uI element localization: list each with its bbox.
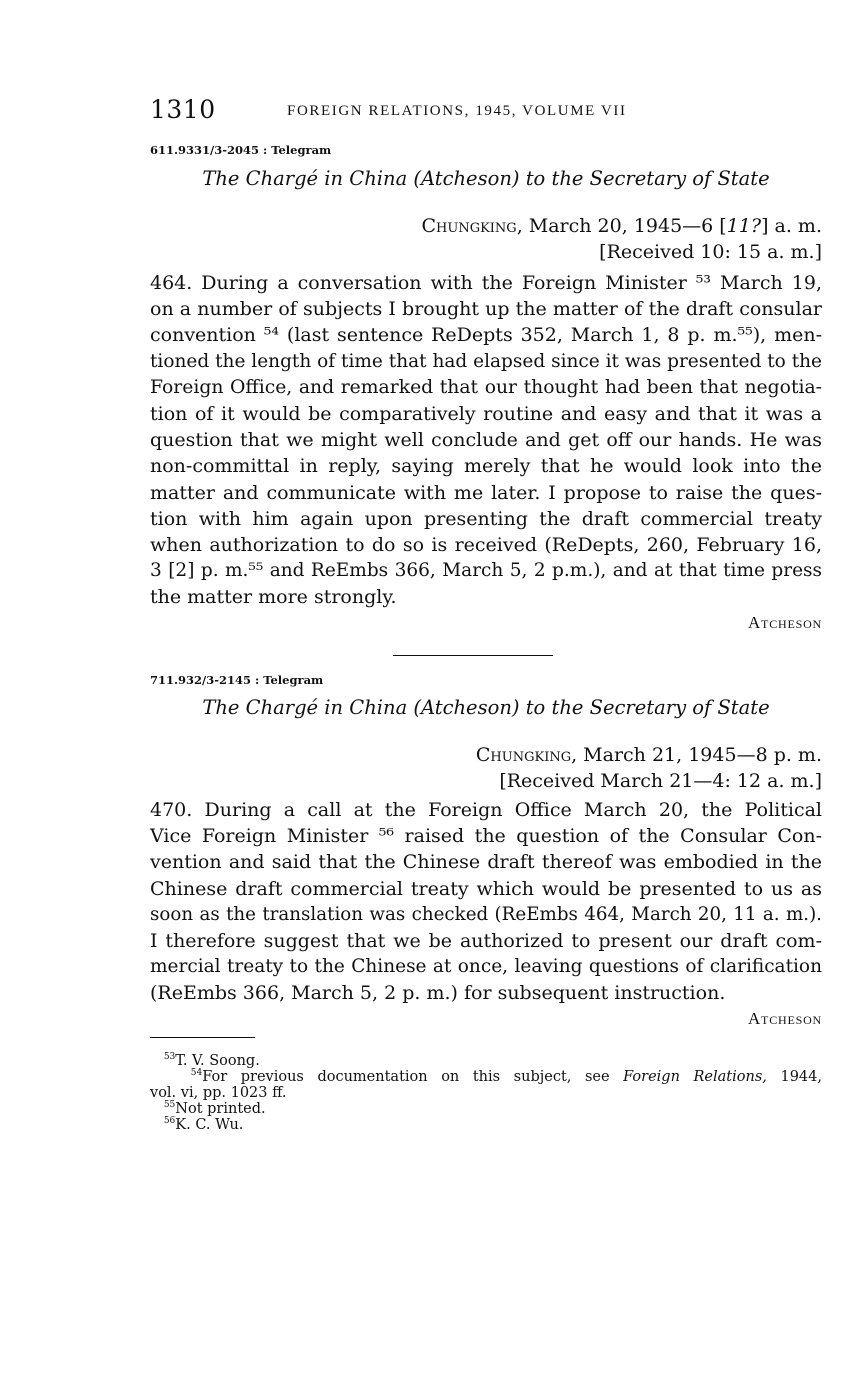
doc2-file-ref: 711.932/3-2145 : Telegram	[150, 673, 324, 687]
doc1-line: Foreign Office, and remarked that our thought had been that negotia-	[150, 376, 822, 398]
doc1-line: 464. During a conversation with the Foreign Minister ⁵³ March 19,	[150, 272, 822, 294]
doc1-file-ref: 611.9331/3-2045 : Telegram	[150, 143, 332, 157]
doc1-body	[150, 270, 822, 611]
doc2-dateline-place: Chungking	[475, 744, 572, 766]
doc1-dateline-query: 11?	[726, 215, 762, 237]
footnote-55	[150, 1101, 822, 1117]
doc2-line: soon as the translation was checked (ReEmbs 464, March 20, 11 a. m.).	[150, 903, 822, 925]
footnote-54-year: 1944,	[766, 1069, 822, 1085]
running-head: FOREIGN RELATIONS, 1945, VOLUME VII	[287, 103, 627, 119]
doc2-title: The Chargé in China (Atcheson) to the Secretary of State	[202, 696, 770, 719]
doc2-line: vention and said that the Chinese draft thereof was embodied in the	[150, 851, 822, 874]
doc1-received: [Received 10: 15 a. m.]	[599, 241, 822, 263]
doc1-line: convention ⁵⁴ (last sentence ReDepts 352, March 1, 8 p. m.⁵⁵), men-	[150, 324, 822, 347]
doc1-line: question that we might well conclude and get off our hands. He was	[150, 429, 822, 452]
doc1-line: 3 [2] p. m.⁵⁵ and ReEmbs 366, March 5, 2 p.m.), and at that time press	[150, 560, 822, 582]
doc1-line: tion with him again upon presenting the draft commercial treaty	[150, 507, 822, 530]
footnote-55-text: Not printed.	[175, 1101, 266, 1117]
doc1-dateline	[421, 213, 822, 239]
doc1-line: when authorization to do so is received (ReDepts, 260, February 16,	[150, 534, 822, 557]
footnote-54-continued: vol. vi, pp. 1023 ff.	[150, 1085, 287, 1101]
doc1-title: The Chargé in China (Atcheson) to the Secretary of State	[202, 167, 770, 190]
doc2-line: mercial treaty to the Chinese at once, leaving questions of clarification	[150, 956, 822, 978]
page-number: 1310	[150, 95, 216, 124]
doc1-line: non-committal in reply, saying merely that he would look into the	[150, 455, 822, 478]
doc2-dateline	[476, 742, 822, 768]
doc2-received: [Received March 21—4: 12 a. m.]	[499, 770, 822, 792]
footnote-54-mark: 54	[190, 1068, 203, 1079]
footnote-53-text: T. V. Soong.	[175, 1053, 260, 1069]
footnote-56-text: K. C. Wu.	[175, 1117, 244, 1133]
footnote-54	[150, 1069, 822, 1085]
doc2-line: Chinese draft commercial treaty which would be presented to us as	[150, 877, 822, 900]
doc2-dateline-date: , March 21, 1945—8 p. m.	[571, 744, 822, 766]
footnote-55-mark: 55	[163, 1100, 176, 1111]
doc2-signature: Atcheson	[747, 1009, 822, 1028]
doc2-line: 470. During a call at the Foreign Office March 20, the Political	[150, 799, 822, 821]
doc1-dateline-date: , March 20, 1945—6 [	[516, 215, 727, 237]
doc1-line: tioned the length of time that had elapsed since it was presented to the	[150, 350, 822, 372]
doc1-line: matter and communicate with me later. I propose to raise the ques-	[150, 481, 822, 504]
footnote-54-italic: Foreign Relations,	[623, 1069, 767, 1085]
section-divider	[393, 655, 553, 656]
page-header	[150, 95, 822, 125]
doc1-dateline-time: ] a. m.	[761, 215, 822, 237]
footnote-54-text: For previous documentation on this subject, see	[202, 1069, 624, 1085]
footnotes	[150, 1053, 822, 1133]
doc2-line: (ReEmbs 366, March 5, 2 p. m.) for subsequent instruction.	[150, 982, 726, 1005]
doc1-dateline-place: Chungking	[421, 215, 517, 237]
doc2-line: I therefore suggest that we be authorized to present our draft com-	[150, 930, 822, 953]
footnote-56-mark: 56	[163, 1116, 176, 1127]
doc1-line: the matter more strongly.	[150, 586, 397, 609]
doc1-signature: Atcheson	[747, 613, 822, 632]
footnote-56	[150, 1117, 822, 1133]
doc2-body	[150, 797, 822, 1007]
doc2-line: Vice Foreign Minister ⁵⁶ raised the question of the Consular Con-	[150, 825, 822, 848]
doc1-line: on a number of subjects I brought up the matter of the draft consular	[150, 298, 822, 321]
footnote-53-mark: 53	[163, 1052, 176, 1063]
footnote-53	[150, 1053, 822, 1069]
footnote-rule	[150, 1037, 255, 1038]
doc1-line: tion of it would be comparatively routine and easy and that it was a	[150, 403, 822, 426]
